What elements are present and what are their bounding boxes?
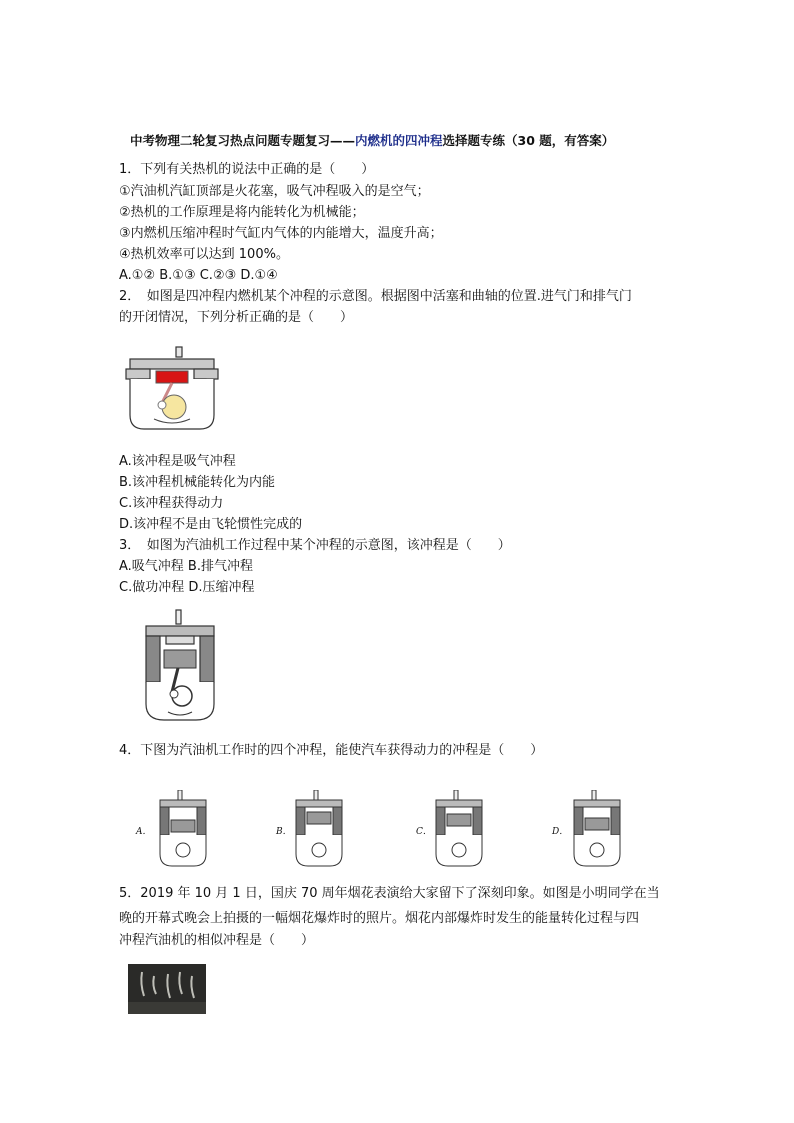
title-part-2: 内燃机的四冲程 bbox=[355, 133, 443, 148]
q3-options-line-1: A.吸气冲程 B.排气冲程 bbox=[119, 559, 253, 574]
q2-option-d: D.该冲程不是由飞轮惯性完成的 bbox=[119, 517, 303, 532]
q1-stem: 1．下列有关热机的说法中正确的是（ ） bbox=[119, 162, 375, 177]
q3-options-line-2: C.做功冲程 D.压缩冲程 bbox=[119, 580, 255, 595]
q4-engine-c bbox=[432, 790, 486, 870]
q4-figure-a bbox=[132, 790, 212, 870]
q5-line-1: 5．2019 年 10 月 1 日，国庆 70 周年烟花表演给大家留下了深刻印象。如图是小明同学在当 bbox=[119, 886, 660, 901]
q2-option-c: C.该冲程获得动力 bbox=[119, 496, 224, 511]
q3-stem: 3． 如图为汽油机工作过程中某个冲程的示意图，该冲程是（ ） bbox=[119, 538, 511, 553]
q4-label-b: B． bbox=[276, 827, 292, 837]
q4-label-d: D． bbox=[552, 827, 569, 837]
q4-figure-d bbox=[548, 790, 628, 870]
page-title bbox=[130, 131, 770, 149]
title-part-3: 选择题专练（30 题，有答案） bbox=[442, 133, 615, 148]
q1-statement-3: ③内燃机压缩冲程时气缸内气体的内能增大，温度升高； bbox=[119, 226, 443, 241]
q2-stem-line-2: 的开闭情况，下列分析正确的是（ ） bbox=[119, 310, 354, 325]
q4-figure-c bbox=[412, 790, 492, 870]
q4-label-c: C． bbox=[416, 827, 432, 837]
q2-stem-line-1: 2． 如图是四冲程内燃机某个冲程的示意图。根据图中活塞和曲轴的位置.进气门和排气门 bbox=[119, 289, 632, 304]
q1-statement-4: ④热机效率可以达到 100%。 bbox=[119, 247, 289, 262]
q2-engine-figure bbox=[124, 345, 220, 431]
q1-statement-1: ①汽油机汽缸顶部是火花塞，吸气冲程吸入的是空气； bbox=[119, 184, 430, 199]
q1-statement-2: ②热机的工作原理是将内能转化为机械能； bbox=[119, 205, 365, 220]
fireworks-photo bbox=[128, 964, 206, 1014]
q4-label-a: A． bbox=[136, 827, 152, 837]
title-part-1: 中考物理二轮复习热点问题专题复习—— bbox=[130, 133, 356, 148]
q4-stem: 4．下图为汽油机工作时的四个冲程，能使汽车获得动力的冲程是（ ） bbox=[119, 743, 544, 758]
q4-engine-a bbox=[156, 790, 210, 870]
q4-engine-b bbox=[292, 790, 346, 870]
q1-options: A.①② B.①③ C.②③ D.①④ bbox=[119, 268, 278, 283]
q2-option-a: A.该冲程是吸气冲程 bbox=[119, 454, 236, 469]
q4-figure-b bbox=[272, 790, 352, 870]
q3-engine-figure bbox=[142, 608, 218, 724]
q5-line-3: 冲程汽油机的相似冲程是（ ） bbox=[119, 933, 315, 948]
q5-line-2: 晚的开幕式晚会上拍摄的一幅烟花爆炸时的照片。烟花内部爆炸时发生的能量转化过程与四 bbox=[119, 911, 640, 926]
q4-engine-d bbox=[570, 790, 624, 870]
q2-option-b: B.该冲程机械能转化为内能 bbox=[119, 475, 276, 490]
